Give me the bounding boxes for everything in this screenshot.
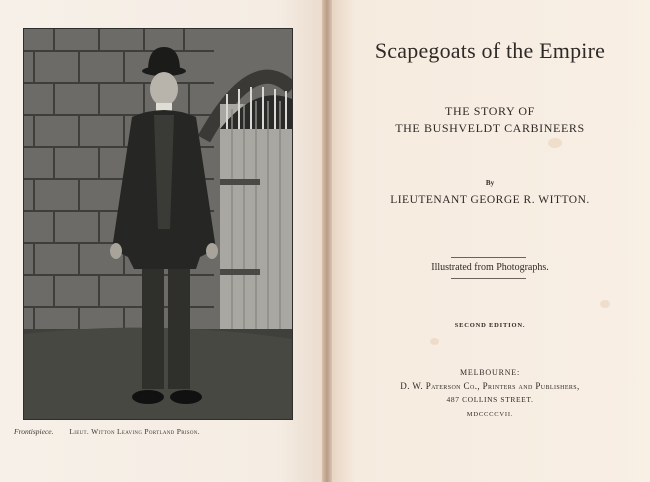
publisher-city: MELBOURNE: xyxy=(460,368,520,377)
edition-label: SECOND EDITION. xyxy=(454,322,526,329)
subtitle-line-2: THE BUSHVELDT CARBINEERS xyxy=(395,121,585,135)
frontispiece-photograph xyxy=(23,28,293,420)
illustrated-note: Illustrated from Photographs. xyxy=(431,262,549,273)
paper-stain xyxy=(548,138,562,148)
book-title: Scapegoats of the Empire xyxy=(374,38,606,63)
book-gutter xyxy=(322,0,332,482)
by-line: By xyxy=(485,179,495,187)
prison-gate xyxy=(220,87,292,344)
subtitle-line-1: THE STORY OF xyxy=(445,104,535,118)
publisher-name: D. W. Paterson Co., Printers and Publishers, xyxy=(400,381,580,391)
divider-bottom xyxy=(451,278,526,279)
paper-stain xyxy=(430,338,439,345)
publisher-address: 487 COLLINS STREET. xyxy=(446,395,534,404)
paper-stain xyxy=(600,300,610,308)
right-page xyxy=(330,0,650,482)
frontispiece-label: Frontispiece. xyxy=(14,427,54,436)
divider-top xyxy=(451,257,526,258)
frontispiece-caption-text: Lieut. Witton Leaving Portland Prison. xyxy=(69,427,200,436)
publication-year: MDCCCCVII. xyxy=(466,411,514,418)
author-name: LIEUTENANT GEORGE R. WITTON. xyxy=(390,194,590,206)
frontispiece-caption xyxy=(14,427,314,436)
